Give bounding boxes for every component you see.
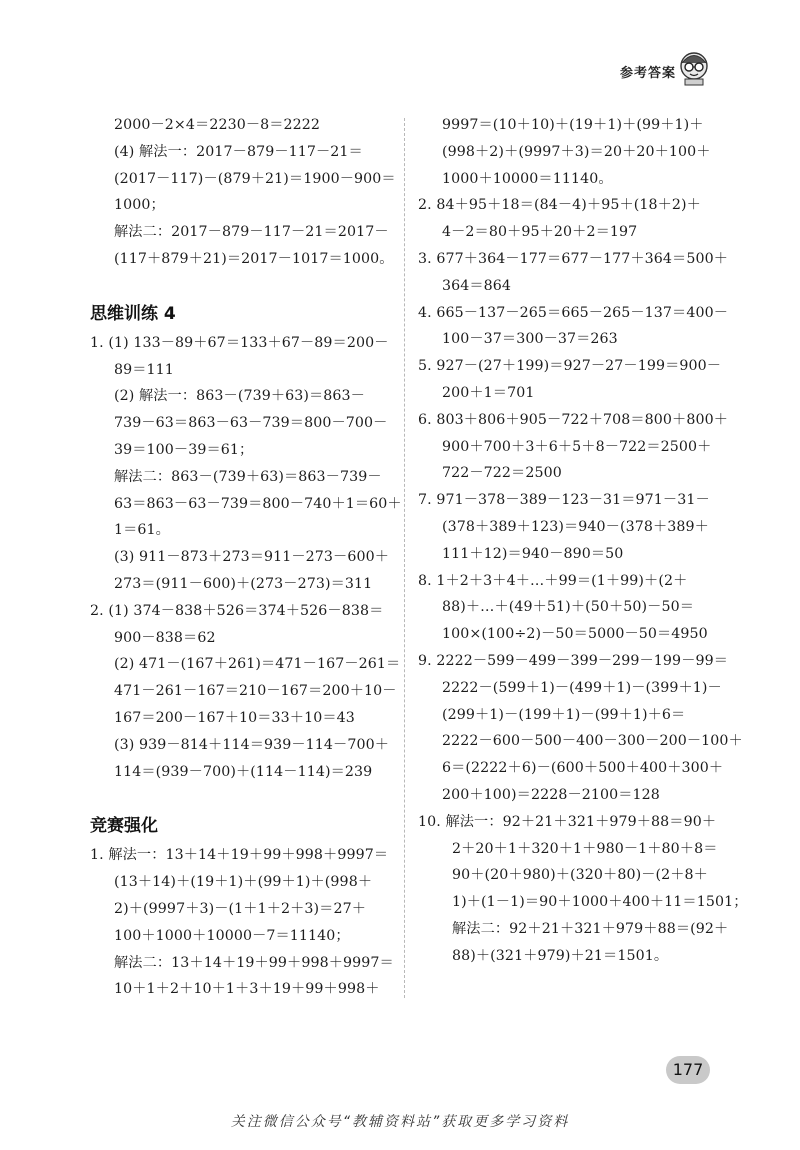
mascot-icon	[676, 50, 712, 86]
answer-line: 1000；	[114, 197, 165, 214]
answer-line: (3) 911－873＋273＝911－273－600＋	[114, 549, 390, 566]
answer-line: (2017－117)－(879＋21)＝1900－900＝	[114, 170, 396, 187]
answer-line: 6. 803＋806＋905－722＋708＝800＋800＋	[418, 411, 729, 428]
answer-line: (13＋14)＋(19＋1)＋(99＋1)＋(998＋	[114, 874, 373, 891]
answer-line: (378＋389＋123)＝940－(378＋389＋	[442, 518, 709, 535]
answer-line: 100×(100÷2)－50＝5000－50＝4950	[442, 626, 708, 643]
answer-line: 9997＝(10＋10)＋(19＋1)＋(99＋1)＋	[442, 117, 704, 133]
answer-line: 364＝864	[442, 277, 512, 294]
answer-line: 5. 927－(27＋199)＝927－27－199＝900－	[418, 358, 722, 375]
answer-line: 6＝(2222＋6)－(600＋500＋400＋300＋	[442, 760, 724, 777]
answer-line: 2. 84＋95＋18＝(84－4)＋95＋(18＋2)＋	[418, 197, 701, 214]
answer-line: 739－63＝863－63－739＝800－700－	[114, 415, 388, 432]
page-number: 177	[666, 1056, 710, 1084]
answer-line: 解法二：863－(739＋63)＝863－739－	[114, 468, 382, 485]
footer-note: 关注微信公众号“教辅资料站”获取更多学习资料	[230, 1114, 570, 1130]
answer-line: 900＋700＋3＋6＋5＋8－722＝2500＋	[442, 438, 712, 455]
answer-line: 4－2＝80＋95＋20＋2＝197	[442, 224, 638, 241]
answer-line: 114＝(939－700)＋(114－114)＝239	[114, 763, 373, 780]
answer-line: 1. 解法一：13＋14＋19＋99＋998＋9997＝	[90, 847, 389, 864]
answer-line: 90＋(20＋980)＋(320＋80)－(2＋8＋	[452, 867, 708, 884]
answer-line: 4. 665－137－265＝665－265－137＝400－	[418, 304, 729, 321]
answer-line: 167＝200－167＋10＝33＋10＝43	[114, 709, 355, 726]
answer-line: 88)＋…＋(49＋51)＋(50＋50)－50＝	[442, 599, 694, 616]
answer-line: (3) 939－814＋114＝939－114－700＋	[114, 736, 390, 753]
answer-line: 111＋12)＝940－890＝50	[442, 545, 624, 562]
answer-line: 2. (1) 374－838＋526＝374＋526－838＝	[90, 602, 384, 619]
answer-line: 8. 1＋2＋3＋4＋…＋99＝(1＋99)＋(2＋	[418, 572, 688, 589]
answer-line: (299＋1)－(199＋1)－(99＋1)＋6＝	[442, 706, 686, 723]
answer-line: 1＝61。	[114, 522, 170, 539]
answer-line: 9. 2222－599－499－399－299－199－99＝	[418, 652, 729, 669]
answer-line: 3. 677＋364－177＝677－177＋364＝500＋	[418, 250, 729, 267]
section-heading: 竞赛强化	[90, 816, 158, 837]
answer-line: 63＝863－63－739＝800－740＋1＝60＋	[114, 495, 402, 512]
answer-line: 39＝100－39＝61；	[114, 441, 254, 458]
answer-line: 89＝111	[114, 361, 174, 378]
answer-line: 1)＋(1－1)＝90＋1000＋400＋11＝1501；	[452, 894, 748, 911]
answer-line: 10. 解法一：92＋21＋321＋979＋88＝90＋	[418, 813, 717, 830]
answer-line: 722－722＝2500	[442, 465, 562, 482]
answer-line: 10＋1＋2＋10＋1＋3＋19＋99＋998＋	[114, 981, 380, 998]
header-label: 参考答案	[620, 66, 677, 81]
answer-line: 100－37＝300－37＝263	[442, 331, 618, 348]
answer-line: (4) 解法一：2017－879－117－21＝	[114, 143, 363, 160]
answer-line: 2000－2×4＝2230－8＝2222	[114, 117, 321, 133]
answer-line: 2＋20＋1＋320＋1＋980－1＋80＋8＝	[452, 840, 718, 857]
section-heading: 思维训练 4	[90, 303, 176, 324]
answer-line: 1. (1) 133－89＋67＝133＋67－89＝200－	[90, 334, 389, 351]
answer-line: (2) 解法一：863－(739＋63)＝863－	[114, 388, 365, 405]
left-column	[90, 112, 402, 1003]
answer-line: 88)＋(321＋979)＋21＝1501。	[452, 947, 669, 964]
answer-line: 471－261－167＝210－167＝200＋10－	[114, 683, 397, 700]
answer-line: 解法二：92＋21＋321＋979＋88＝(92＋	[452, 920, 729, 937]
answer-line: 273＝(911－600)＋(273－273)＝311	[114, 575, 373, 592]
answer-line: 100＋1000＋10000－7＝11140；	[114, 927, 350, 944]
answer-line: 7. 971－378－389－123－31＝971－31－	[418, 492, 710, 509]
right-column	[418, 112, 748, 970]
answer-line: 200＋100)＝2228－2100＝128	[442, 786, 660, 803]
column-divider	[404, 118, 405, 998]
answer-line: 1000＋10000＝11140。	[442, 170, 613, 187]
answer-line: 2222－(599＋1)－(499＋1)－(399＋1)－	[442, 679, 722, 696]
answer-line: 2222－600－500－400－300－200－100＋	[442, 733, 743, 750]
answer-line: (2) 471－(167＋261)＝471－167－261＝	[114, 656, 401, 673]
answer-line: 200＋1＝701	[442, 384, 535, 401]
answer-line: 900－838＝62	[114, 629, 216, 646]
answer-line: 2)＋(9997＋3)－(1＋1＋2＋3)＝27＋	[114, 900, 366, 917]
answer-line: 解法二：13＋14＋19＋99＋998＋9997＝	[114, 954, 394, 971]
answer-line: 解法二：2017－879－117－21＝2017－	[114, 224, 389, 241]
answer-line: (117＋879＋21)＝2017－1017＝1000。	[114, 250, 394, 267]
answer-line: (998＋2)＋(9997＋3)＝20＋20＋100＋	[442, 143, 711, 160]
